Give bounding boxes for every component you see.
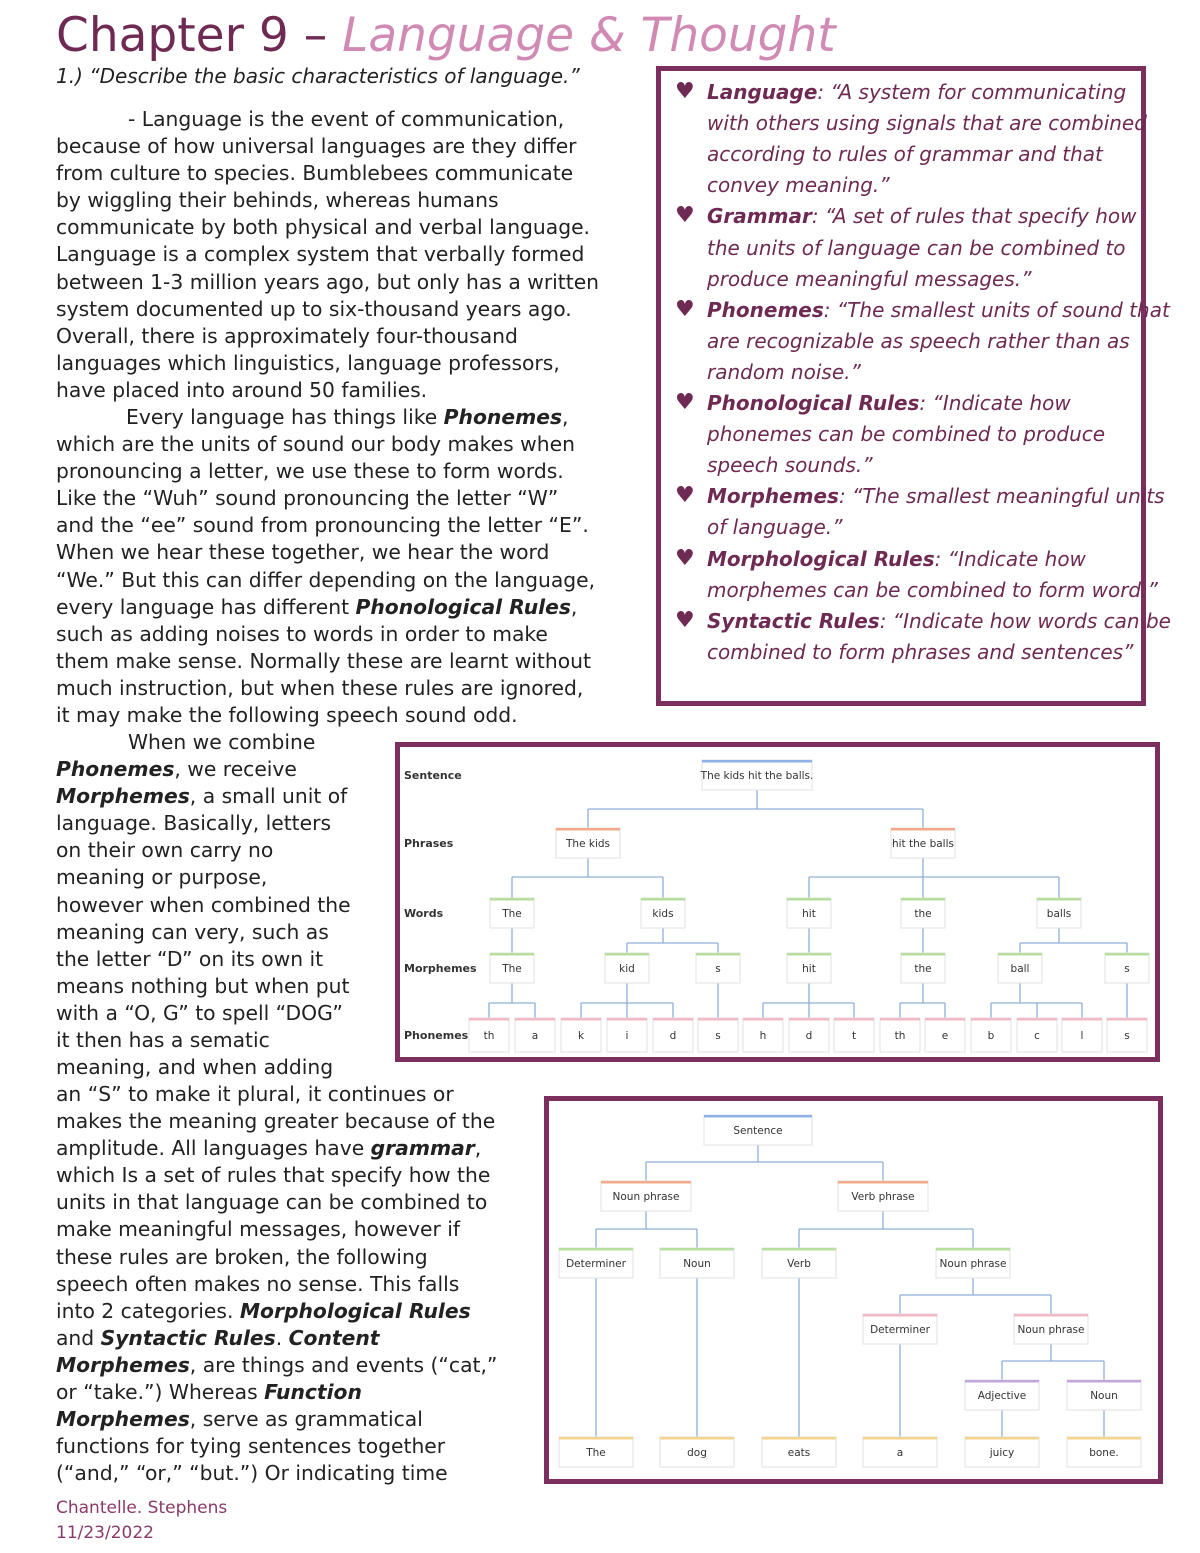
paragraph-4 [56, 1081, 497, 1487]
sentence-node [704, 1115, 812, 1145]
morpheme-node [1105, 953, 1149, 983]
text-line: When we hear these together, we hear the word [56, 540, 550, 565]
heart-bullet-icon: ♥ [675, 545, 695, 571]
term-morphemes: Morphemes [56, 784, 190, 809]
node-label: s [1124, 1030, 1130, 1042]
definition-line: Language: “A system for communicating [707, 80, 1127, 104]
title-topic: Language & Thought [342, 8, 836, 63]
definition-line: according to rules of grammar and that [707, 142, 1103, 167]
phoneme-node [653, 1018, 693, 1052]
text-line: language. Basically, letters [56, 811, 332, 836]
text-line: by wiggling their behinds, whereas humans [56, 188, 499, 213]
heart-bullet-icon: ♥ [675, 296, 695, 322]
text-line: it then has a sematic [56, 1028, 270, 1053]
morpheme-node [998, 953, 1042, 983]
node-label: a [531, 1030, 539, 1042]
text-line: Overall, there is approximately four-thousand [56, 323, 518, 348]
node-label: Determiner [870, 1324, 930, 1336]
definition-line: Grammar: “A set of rules that specify how [707, 204, 1137, 229]
phoneme-node [515, 1018, 555, 1052]
text-line: Phonemes, we receive [56, 757, 297, 782]
phoneme-node [971, 1018, 1011, 1052]
text-line: these rules are broken, the following [56, 1244, 428, 1269]
phoneme-node [925, 1018, 965, 1052]
node-label: Verb [787, 1258, 811, 1270]
definition-line: Morphemes: “The smallest meaningful units [707, 484, 1165, 509]
row-label: Sentence [404, 769, 462, 782]
term-phonemes: Phonemes [56, 757, 175, 782]
term-phonological-rules: Phonological Rules [355, 594, 571, 619]
question: 1.) “Describe the basic characteristics of language.” [56, 64, 580, 88]
node-label: th [894, 1030, 906, 1042]
word-node [787, 898, 831, 928]
node-label: dog [687, 1447, 707, 1459]
node-label: d [805, 1030, 813, 1042]
text-line: units in that language can be combined to [56, 1190, 488, 1215]
phoneme-node [1062, 1018, 1102, 1052]
phrase-node [891, 828, 955, 858]
heart-bullet-icon: ♥ [675, 483, 695, 509]
phoneme-node [880, 1018, 920, 1052]
text-line: makes the meaning greater because of the [56, 1109, 496, 1134]
noun-phrase-node [936, 1248, 1010, 1278]
node-label: e [941, 1030, 949, 1042]
node-label: Noun [683, 1258, 711, 1270]
text-line: system documented up to six-thousand years ago. [56, 296, 572, 321]
definition-term: Morphemes [707, 484, 839, 509]
node-label: Noun phrase [939, 1258, 1007, 1270]
row-label: Phonemes [404, 1029, 469, 1042]
syntax-tree-box [544, 1096, 1163, 1484]
node-label: hit [802, 963, 816, 975]
paragraph-1 [56, 106, 599, 404]
definition-line: produce meaningful messages.” [707, 266, 1032, 291]
text-line: meaning can very, such as [56, 919, 329, 944]
row-label: Words [404, 907, 444, 920]
definition-line: with others using signals that are combined [707, 111, 1147, 136]
definition-line: Morphological Rules: “Indicate how [707, 546, 1086, 571]
term-morphemes: Morphemes [56, 1352, 190, 1377]
node-label: Noun phrase [1017, 1324, 1085, 1336]
morpheme-node [605, 953, 649, 983]
word-node [901, 898, 945, 928]
node-label: bone. [1089, 1447, 1119, 1459]
text-line: - Language is the event of communication, [128, 107, 565, 131]
title-chapter: Chapter 9 – [56, 8, 343, 63]
text-line: languages which linguistics, language professors, [56, 350, 560, 375]
node-label: k [577, 1030, 585, 1042]
phoneme-node [607, 1018, 647, 1052]
heart-bullet-icon: ♥ [675, 203, 695, 229]
node-label: juicy [989, 1447, 1015, 1459]
text-line: and Syntactic Rules. Content [56, 1325, 380, 1350]
node-label: The [502, 963, 522, 975]
node-label: l [1080, 1030, 1084, 1042]
row-label: Phrases [404, 837, 454, 850]
node-label: Noun phrase [612, 1191, 680, 1203]
node-label: s [1124, 963, 1130, 975]
node-label: th [483, 1030, 495, 1042]
definition-line: combined to form phrases and sentences” [707, 639, 1134, 664]
sentence-node [700, 760, 814, 790]
text-line: meaning, and when adding [56, 1055, 334, 1080]
word-node [1037, 898, 1081, 928]
node-label: b [987, 1030, 995, 1042]
node-label: ball [1010, 963, 1030, 975]
leaf-word-node [762, 1437, 836, 1467]
leaf-word-node [1067, 1437, 1141, 1467]
word-node [490, 898, 534, 928]
morpheme-tree-box [395, 742, 1160, 1062]
text-line: or “take.”) Whereas Function [56, 1380, 362, 1405]
definition-term: Syntactic Rules [707, 608, 880, 633]
text-line: means nothing but when put [56, 973, 350, 998]
node-label: Adjective [977, 1390, 1027, 1402]
definitions-box [656, 66, 1171, 706]
phoneme-node [834, 1018, 874, 1052]
text-line: pronouncing a letter, we use these to form words. [56, 459, 564, 484]
term-morphological-rules: Morphological Rules [239, 1298, 471, 1323]
paragraph-3 [56, 729, 351, 1081]
morpheme-node [901, 953, 945, 983]
text-line: When we combine [128, 730, 316, 754]
node-label: Determiner [566, 1258, 626, 1270]
term-morphemes: Morphemes [56, 1407, 190, 1432]
text-line: meaning or purpose, [56, 865, 268, 890]
definition-term: Phonemes [707, 297, 824, 322]
leaf-word-node [965, 1437, 1039, 1467]
verb-node [762, 1248, 836, 1278]
text-line: have placed into around 50 families. [56, 377, 428, 402]
noun-node [660, 1248, 734, 1278]
determiner-node [863, 1314, 937, 1344]
text-line: into 2 categories. Morphological Rules [56, 1298, 471, 1323]
definition-line: phonemes can be combined to produce [707, 422, 1106, 447]
text-line: much instruction, but when these rules are ignored, [56, 675, 584, 700]
node-label: c [1034, 1030, 1040, 1042]
text-line: make meaningful messages, however if [56, 1217, 461, 1242]
phrase-node [556, 828, 620, 858]
phoneme-node [1017, 1018, 1057, 1052]
text-line: speech often makes no sense. This falls [56, 1271, 460, 1296]
node-label: h [759, 1030, 767, 1042]
phoneme-node [698, 1018, 738, 1052]
term-syntactic-rules: Syntactic Rules [100, 1325, 276, 1350]
phoneme-node [561, 1018, 601, 1052]
noun-phrase-node [1014, 1314, 1088, 1344]
definition-term: Phonological Rules [707, 391, 920, 415]
heart-bullet-icon: ♥ [675, 79, 695, 104]
text-line: an “S” to make it plural, it continues or [56, 1082, 454, 1106]
node-label: s [715, 963, 721, 975]
node-label: The kids [566, 838, 610, 850]
definition-line: are recognizable as speech rather than as [707, 328, 1130, 353]
term-content: Content [288, 1325, 380, 1350]
node-label: Verb phrase [851, 1191, 915, 1203]
text-line: however when combined the [56, 892, 351, 917]
node-label: The [502, 908, 522, 920]
definition-term: Morphological Rules [707, 546, 935, 571]
determiner-node [559, 1248, 633, 1278]
node-label: Sentence [733, 1125, 783, 1137]
node-label: eats [787, 1447, 811, 1459]
phoneme-node [1107, 1018, 1147, 1052]
term-grammar: grammar [370, 1136, 475, 1161]
text-line: which are the units of sound our body makes when [56, 432, 575, 457]
definition-line: of language.” [707, 515, 843, 540]
heart-bullet-icon: ♥ [675, 390, 695, 415]
word-node [641, 898, 685, 928]
text-line: (“and,” “or,” “but.”) Or indicating time [56, 1461, 448, 1486]
text-line: the letter “D” on its own it [56, 946, 324, 971]
morpheme-tree [400, 747, 1155, 1057]
definition-line: random noise.” [707, 359, 861, 384]
term-phonemes: Phonemes [443, 405, 563, 429]
node-label: i [625, 1030, 629, 1042]
node-label: balls [1046, 908, 1072, 920]
node-label: The [586, 1447, 606, 1459]
date: 11/23/2022 [56, 1523, 154, 1543]
definition-line: Phonemes: “The smallest units of sound that [707, 297, 1170, 322]
text-line: Morphemes, are things and events (“cat,” [56, 1352, 498, 1377]
definition-line: morphemes can be combined to form word.” [707, 577, 1158, 602]
node-label: t [851, 1030, 857, 1042]
row-label: Morphemes [404, 962, 477, 975]
text-line: from culture to species. Bumblebees communicate [56, 161, 574, 186]
morpheme-node [490, 953, 534, 983]
definition-line: speech sounds.” [707, 453, 873, 478]
noun-phrase-node [601, 1181, 691, 1211]
verb-phrase-node [838, 1181, 928, 1211]
text-line: it may make the following speech sound odd. [56, 703, 518, 728]
leaf-word-node [863, 1437, 937, 1467]
text-line: “We.” But this can differ depending on the language, [56, 567, 596, 592]
definition-line: the units of language can be combined to [707, 235, 1126, 260]
leaf-word-node [660, 1437, 734, 1467]
morpheme-node [696, 953, 740, 983]
leaf-word-node [559, 1437, 633, 1467]
text-line: Morphemes, serve as grammatical [56, 1407, 423, 1432]
text-line: Language is a complex system that verbally formed [56, 242, 585, 267]
node-label: hit [802, 908, 816, 920]
text-line: which Is a set of rules that specify how the [56, 1163, 491, 1188]
term-function: Function [264, 1380, 362, 1405]
phoneme-node [469, 1018, 509, 1052]
text-line: functions for tying sentences together [56, 1434, 446, 1459]
text-line: Morphemes, a small unit of [56, 784, 348, 809]
node-label: the [914, 963, 932, 975]
noun-node [1067, 1380, 1141, 1410]
node-label: hit the balls [891, 838, 955, 850]
node-label: d [669, 1030, 677, 1042]
text-line: them make sense. Normally these are learnt without [56, 648, 591, 673]
text-line: communicate by both physical and verbal language. [56, 215, 590, 240]
node-label: s [715, 1030, 721, 1042]
text-line: Like the “Wuh” sound pronouncing the letter “W” [56, 486, 559, 511]
definition-term: Language [707, 80, 818, 104]
phoneme-node [789, 1018, 829, 1052]
morpheme-node [787, 953, 831, 983]
heart-bullet-icon: ♥ [675, 607, 695, 633]
text-line: on their own carry no [56, 838, 274, 863]
adjective-node [965, 1380, 1039, 1410]
phoneme-node [743, 1018, 783, 1052]
definition-line: convey meaning.” [707, 173, 890, 198]
text-line: and the “ee” sound from pronouncing the letter “E”. [56, 513, 589, 538]
definition-line: Phonological Rules: “Indicate how [707, 391, 1071, 415]
text-line: because of how universal languages are they differ [56, 134, 577, 159]
node-label: kids [652, 908, 674, 920]
text-line: amplitude. All languages have grammar, [56, 1136, 482, 1161]
page-title [56, 6, 836, 66]
definition-term: Grammar [707, 204, 812, 229]
text-line: between 1-3 million years ago, but only has a written [56, 269, 600, 294]
node-label: The kids hit the balls. [700, 770, 814, 782]
node-label: the [914, 908, 932, 920]
text-line: every language has different Phonological Rules, [56, 594, 578, 619]
paragraph-2 [56, 404, 595, 729]
node-label: Noun [1090, 1390, 1118, 1402]
node-label: a [896, 1447, 904, 1459]
text-line: with a “O, G” to spell “DOG” [56, 1000, 343, 1025]
definition-line: Syntactic Rules: “Indicate how words can be [707, 608, 1171, 633]
text-line: such as adding noises to words in order to make [56, 621, 548, 646]
text-line: Every language has things like Phonemes, [126, 405, 569, 429]
node-label: kid [619, 963, 635, 975]
syntax-tree [549, 1101, 1158, 1479]
author-name: Chantelle. Stephens [56, 1498, 228, 1518]
